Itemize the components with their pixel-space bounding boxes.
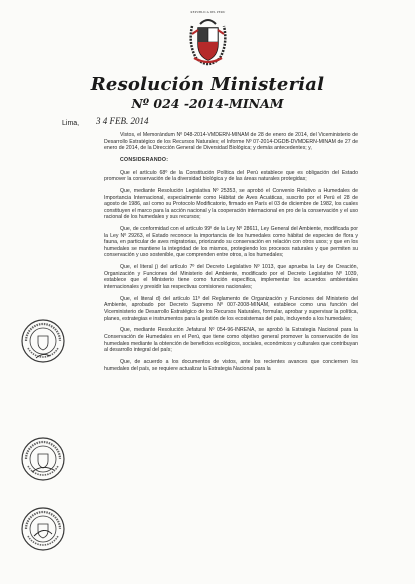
coat-of-arms-icon <box>186 14 230 66</box>
body-paragraph: Que, mediante Resolución Jefatural Nº 054-96-INRENA, se aprobó la Estrategia Nacional para la Conservación de Humedales en el Perú, que tiene como objetivo general promover la conservación de los humedales mediante la obtención de beneficios ecológicos, sociales, económicos y culturales que contribuyan al desarrollo integral del país; <box>104 327 358 354</box>
date-stamp: 3 4 FEB. 2014 <box>96 116 149 126</box>
crest-caption: REPUBLICA DEL PERU <box>190 10 226 14</box>
body-paragraph: Que, el literal j) del artículo 7º del Decreto Legislativo Nº 1013, que aprueba la Ley de Creación, Organización y Funciones del Ministerio del Ambiente, modificado por el Decreto Legislativo Nº 1039, establece que el Ministerio tiene como función específica, implementar los acuerdos ambientales internacionales y presidir las respectivas comisiones nacionales; <box>104 264 358 291</box>
vistos-paragraph: Vistos, el Memorándum Nº 048-2014-VMDERN-MINAM de 28 de enero de 2014, del Viceministerio de Desarrollo Estratégico de los Recursos Naturales; el Informe Nº 07-2014-DGDB-DVMDERN-MINAM de 27 de enero de 2014, de la Dirección General de Diversidad Biológica; y demás antecedentes; y, <box>104 132 358 152</box>
ministry-seal-1 <box>20 318 66 364</box>
document-body <box>104 132 358 377</box>
coat-of-arms <box>186 10 230 71</box>
city-label: Lima, <box>62 120 80 127</box>
document-title: Resolución Ministerial <box>90 74 325 95</box>
body-paragraph: Que, mediante Resolución Legislativa Nº 25353, se aprobó el Convenio Relativo a Humedales de Importancia Internacional, especialmente como Hábitat de Aves Acuáticas, suscrito por el Perú el 28 de agosto de 1986, así como su Protocolo Modificatorio, firmado en París el 03 de diciembre de 1982, los cuales constituyen el marco para la acción nacional y la cooperación internacional en pro de la conservación y el uso racional de los humedales y sus recursos; <box>104 187 358 221</box>
considerando-heading: CONSIDERANDO: <box>120 156 169 163</box>
body-paragraph: Que, de conformidad con el artículo 99º de la Ley Nº 28611, Ley General del Ambiente, modificada por la Ley Nº 29263, el Estado reconoce la importancia de los humedales como hábitat de especies de flora y fauna, en particular de aves migratorias, priorizando su conservación en relación con otros usos; y que en los humedales se mantiene la integridad de los mismos, protegiendo los procesos naturales y que permiten su conservación y uso sostenible, que comprenden entre otros, a los humedales; <box>104 226 358 259</box>
body-paragraph: Que, el literal d) del artículo 11º del Reglamento de Organización y Funciones del Ministerio del Ambiente, aprobado por Decreto Supremo Nº 007-2008-MINAM, establece como una función del Viceministerio de Desarrollo Estratégico de los Recursos Naturales, formular, aprobar y supervisar la política, planes, estrategias e instrumentos para la gestión de los ecosistemas del país, incluyendo a los humedales; <box>104 295 358 322</box>
ministry-seal-2 <box>20 436 66 482</box>
resolution-number: Nº 024 -2014-MINAM <box>131 96 284 111</box>
body-paragraph: Que, de acuerdo a los documentos de vistos, ante los recientes avances que conciernen los humedales del país, se requiere actualizar la Estrategia Nacional para la <box>104 358 358 372</box>
ministry-seal-3 <box>20 506 66 552</box>
body-paragraph: Que el artículo 68º de la Constitución Política del Perú establece que es obligación del Estado promover la conservación de la diversidad biológica y de las áreas naturales protegidas; <box>104 169 358 183</box>
